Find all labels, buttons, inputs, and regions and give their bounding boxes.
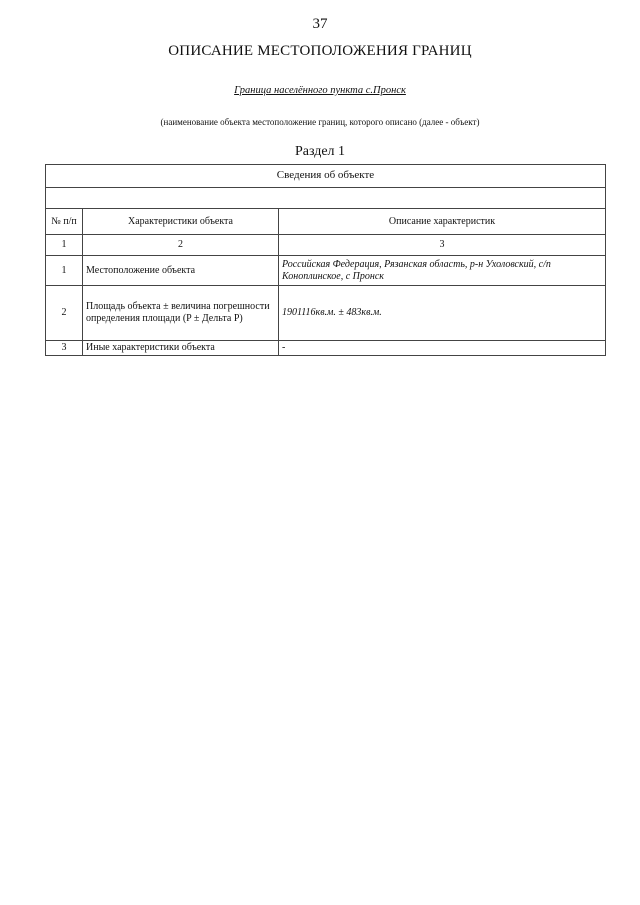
column-number-3: 3	[279, 235, 606, 256]
table-row	[46, 286, 606, 341]
row-characteristic: Иные характеристики объекта	[83, 341, 279, 356]
row-description: -	[279, 341, 606, 356]
object-name-text: Граница населённого пункта с.Пронск	[234, 85, 406, 96]
table-blank-row	[46, 188, 606, 209]
row-number: 3	[46, 341, 83, 356]
row-characteristic: Местоположение объекта	[83, 256, 279, 286]
column-number-2: 2	[83, 235, 279, 256]
column-header-number: № п/п	[46, 209, 83, 235]
column-header-description: Описание характеристик	[279, 209, 606, 235]
page-number: 37	[312, 16, 328, 32]
object-info-table	[45, 164, 606, 356]
table-heading: Сведения об объекте	[46, 165, 606, 188]
column-number-1: 1	[46, 235, 83, 256]
row-characteristic: Площадь объекта ± величина погрешности определения площади (P ± Дельта P)	[83, 286, 279, 341]
row-number: 2	[46, 286, 83, 341]
table-row	[46, 341, 606, 356]
section-title: Раздел 1	[294, 144, 346, 159]
row-description: 1901116кв.м. ± 483кв.м.	[279, 286, 606, 341]
column-header-characteristic: Характеристики объекта	[83, 209, 279, 235]
row-number: 1	[46, 256, 83, 286]
row-description: Российская Федерация, Рязанская область, р-н Ухоловский, с/п Коноплинское, с Пронск	[279, 256, 606, 286]
table-row	[46, 256, 606, 286]
document-title: ОПИСАНИЕ МЕСТОПОЛОЖЕНИЯ ГРАНИЦ	[168, 43, 472, 59]
object-name	[0, 85, 640, 96]
object-caption: (наименование объекта местоположение границ, которого описано (далее - объект)	[160, 117, 480, 127]
